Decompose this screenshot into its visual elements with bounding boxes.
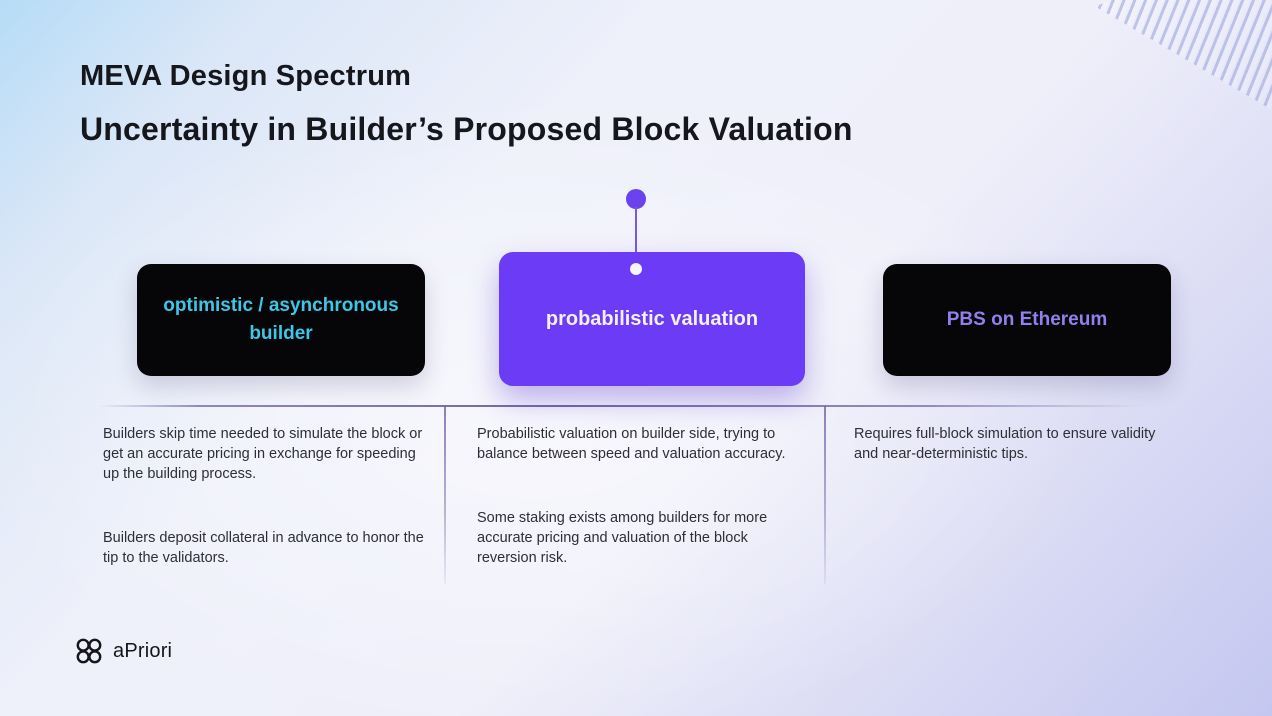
horizontal-divider xyxy=(98,405,1142,407)
description-column-pbs xyxy=(854,424,1176,464)
description-paragraph: Some staking exists among builders for more accurate pricing and valuation of the block reversion risk. xyxy=(477,510,768,566)
description-paragraph: Builders skip time needed to simulate the block or get an accurate pricing in exchange for speeding up the building process. xyxy=(103,426,423,482)
spectrum-card-optimistic-builder xyxy=(137,264,425,376)
spectrum-card-pbs-ethereum xyxy=(883,264,1171,376)
spectrum-card-label: PBS on Ethereum xyxy=(946,309,1108,330)
apriori-logo xyxy=(74,637,172,665)
column-divider-2 xyxy=(824,406,826,584)
apriori-clover-icon xyxy=(74,637,104,665)
apriori-logo-text: aPriori xyxy=(113,639,173,662)
diagonal-hatch-decoration xyxy=(1088,0,1272,110)
spectrum-indicator-dot xyxy=(626,189,646,209)
spectrum-card-label: probabilistic valuation xyxy=(545,308,759,330)
description-paragraph: Requires full-block simulation to ensure validity and near-deterministic tips. xyxy=(854,426,1156,462)
description-column-probabilistic xyxy=(477,424,799,568)
description-column-optimistic xyxy=(103,424,425,568)
description-paragraph: Probabilistic valuation on builder side, trying to balance between speed and valuation accuracy. xyxy=(477,426,786,462)
column-divider-1 xyxy=(444,406,446,584)
page-title: MEVA Design Spectrum xyxy=(80,60,412,92)
spectrum-card-label: optimistic / asynchronous builder xyxy=(163,295,399,344)
description-paragraph: Builders deposit collateral in advance to honor the tip to the validators. xyxy=(103,530,424,566)
spectrum-indicator-stem xyxy=(635,207,637,253)
spectrum-card-probabilistic-valuation xyxy=(499,252,805,386)
selected-card-pin-dot xyxy=(630,263,642,275)
page-subtitle: Uncertainty in Builder’s Proposed Block Valuation xyxy=(80,111,853,147)
